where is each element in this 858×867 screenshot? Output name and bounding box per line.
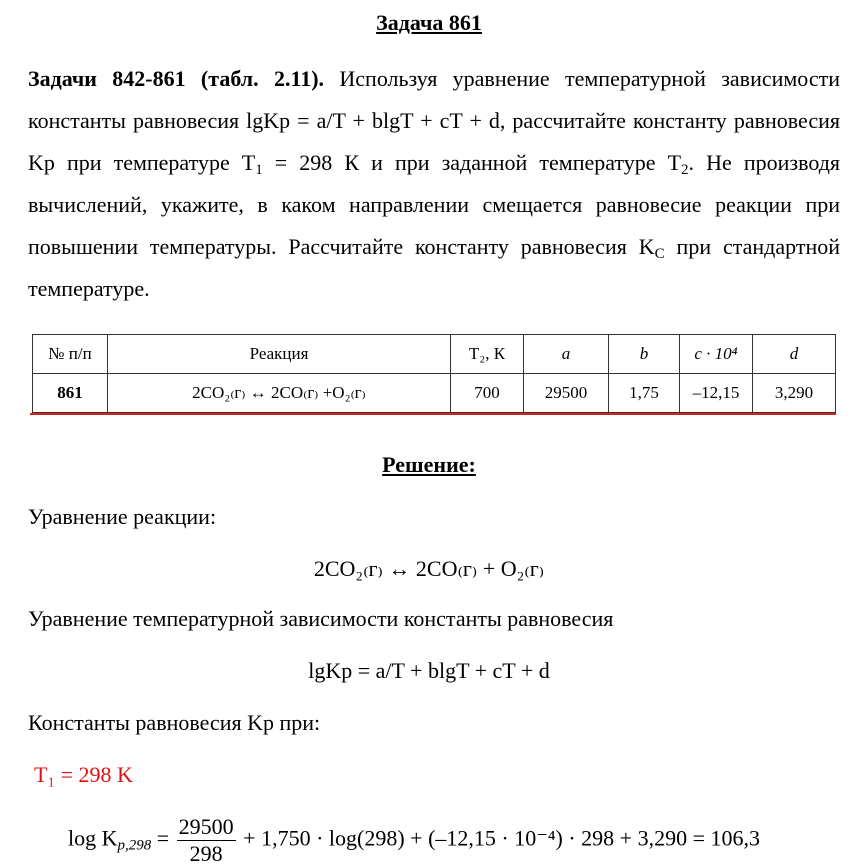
task-text-2: = 298 К и при заданной температуре T: [262, 150, 682, 175]
solution-heading: Решение:: [382, 452, 476, 477]
t1-subscript: 1: [255, 162, 263, 178]
cell-d: 3,290: [753, 374, 836, 413]
header-reaction: Реакция: [108, 335, 451, 374]
kp-label: Константы равновесия Kp при:: [28, 710, 321, 735]
header-d: d: [753, 335, 836, 374]
formula-lhs: log K: [68, 825, 118, 851]
formula-eq: =: [151, 825, 175, 851]
formula-denominator: 298: [189, 841, 223, 866]
header-b: b: [609, 335, 680, 374]
temp-dependence-equation: lgKp = a/T + blgT + cT + d: [308, 658, 550, 683]
table-underline: [30, 413, 836, 415]
header-c: c · 10⁴: [680, 335, 753, 374]
data-table: [32, 334, 836, 413]
cell-b: 1,75: [609, 374, 680, 413]
reaction-label: Уравнение реакции:: [28, 504, 217, 529]
cell-num: 861: [33, 374, 108, 413]
header-a: a: [524, 335, 609, 374]
cell-reaction: 2CO₂₍г₎ ↔ 2CO₍г₎ +O₂₍г₎: [108, 374, 451, 413]
header-t2: T₂, К: [451, 335, 524, 374]
formula-fraction: [177, 814, 236, 867]
t2-subscript: 2: [681, 162, 689, 178]
task-text-4: при стандартной температуре.: [28, 234, 841, 301]
cell-a: 29500: [524, 374, 609, 413]
reaction-equation: 2CO₂₍г₎ ↔ 2CO₍г₎ + O₂₍г₎: [313, 556, 545, 581]
formula-lhs-sub: p,298: [117, 837, 152, 854]
kc-subscript: C: [654, 246, 665, 262]
task-text-1: Используя уравнение температурной зависимости константы равновесия lgKp = a/T + blgT + cT + d, рассчитайте константу равновесия Kp при температуре T: [28, 66, 840, 175]
task-lead: Задачи 842-861 (табл. 2.11).: [28, 66, 325, 91]
t1-value: T₁ = 298 K: [34, 762, 133, 787]
task-text-3: . Не производя вычислений, укажите, в каком направлении смещается равновесие реакции при повышении температуры. Рассчитайте константу равновесия K: [28, 150, 841, 259]
table-header-row: [33, 335, 836, 374]
kp-formula: [68, 814, 760, 867]
header-num: № п/п: [33, 335, 108, 374]
cell-c: –12,15: [680, 374, 753, 413]
formula-numerator: 29500: [178, 814, 234, 839]
page-title: Задача 861: [376, 10, 482, 35]
temp-dependence-label: Уравнение температурной зависимости константы равновесия: [28, 606, 614, 631]
formula-rest: + 1,750 · log(298) + (–12,15 · 10⁻⁴) · 298 + 3,290 = 106,3: [237, 825, 760, 851]
table-row: [33, 374, 836, 413]
cell-t2: 700: [451, 374, 524, 413]
task-paragraph: [28, 58, 840, 310]
